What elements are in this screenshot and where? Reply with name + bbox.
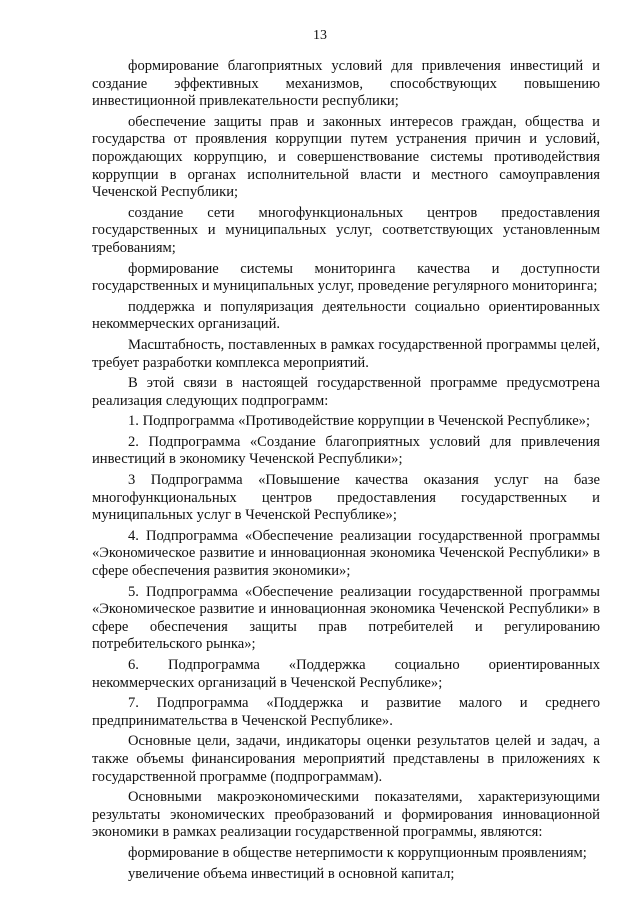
paragraph: формирование благоприятных условий для привлечения инвестиций и создание эффективных механизмов, способствующих повышению инвестиционной привлекательности республики; (92, 58, 600, 110)
paragraph: формирование в обществе нетерпимости к коррупционным проявлениям; (128, 844, 587, 861)
paragraph: Масштабность, поставленных в рамках государственной программы целей, требует разработки комплекса мероприятий. (92, 336, 600, 371)
subprogram-item: 7. Подпрограмма «Поддержка и развитие малого и среднего предпринимательства в Чеченской Республике». (92, 695, 600, 729)
paragraph: Основные цели, задачи, индикаторы оценки результатов целей и задач, а также объемы финансирования мероприятий представлены в приложениях к государственной программе (подпрограммам). (92, 733, 600, 785)
paragraph: формирование системы мониторинга качества и доступности государственных и муниципальных услуг, проведение регулярного мониторинга; (92, 260, 600, 295)
document-body (92, 58, 600, 886)
paragraph: В этой связи в настоящей государственной программе предусмотрена реализация следующих подпрограмм: (92, 375, 600, 409)
subprogram-item: 1. Подпрограмма «Противодействие коррупции в Чеченской Республике»; (128, 413, 591, 430)
paragraph: создание сети многофункциональных центров предоставления государственных и муниципальных услуг, соответствующих установленным требованиям; (92, 204, 600, 256)
paragraph: обеспечение защиты прав и законных интересов граждан, общества и государства от проявления коррупции путем устранения причин и условий, порождающих коррупцию, и совершенствование системы противодействия коррупции в органах исполнительной власти и местного самоуправления Чеченской Республики; (92, 113, 600, 201)
page-number: 13 (313, 28, 327, 43)
subprogram-item: 2. Подпрограмма «Создание благоприятных условий для привлечения инвестиций в экономику Чеченской Республики»; (92, 433, 600, 468)
subprogram-item: 3 Подпрограмма «Повышение качества оказания услуг на базе многофункциональных центров предоставления государственных и муниципальных услуг в Чеченской Республике»; (92, 472, 600, 524)
paragraph: увеличение объема инвестиций в основной капитал; (128, 865, 455, 882)
paragraph: поддержка и популяризация деятельности социально ориентированных некоммерческих организаций. (92, 298, 600, 333)
subprogram-item: 5. Подпрограмма «Обеспечение реализации государственной программы «Экономическое развитие и инновационная экономика Чеченской Республики» в сфере обеспечения защиты прав потребителей и регулированию потребительского рынка»; (92, 583, 600, 653)
subprogram-item: 6. Подпрограмма «Поддержка социально ориентированных некоммерческих организаций в Чеченской Республике»; (92, 657, 600, 691)
subprogram-item: 4. Подпрограмма «Обеспечение реализации государственной программы «Экономическое развитие и инновационная экономика Чеченской Республики» в сфере обеспечения развития экономики»; (92, 527, 600, 580)
paragraph: Основными макроэкономическими показателями, характеризующими результаты экономических преобразований и формирования инновационной экономики в рамках реализации государственной программы, являются: (92, 789, 600, 841)
